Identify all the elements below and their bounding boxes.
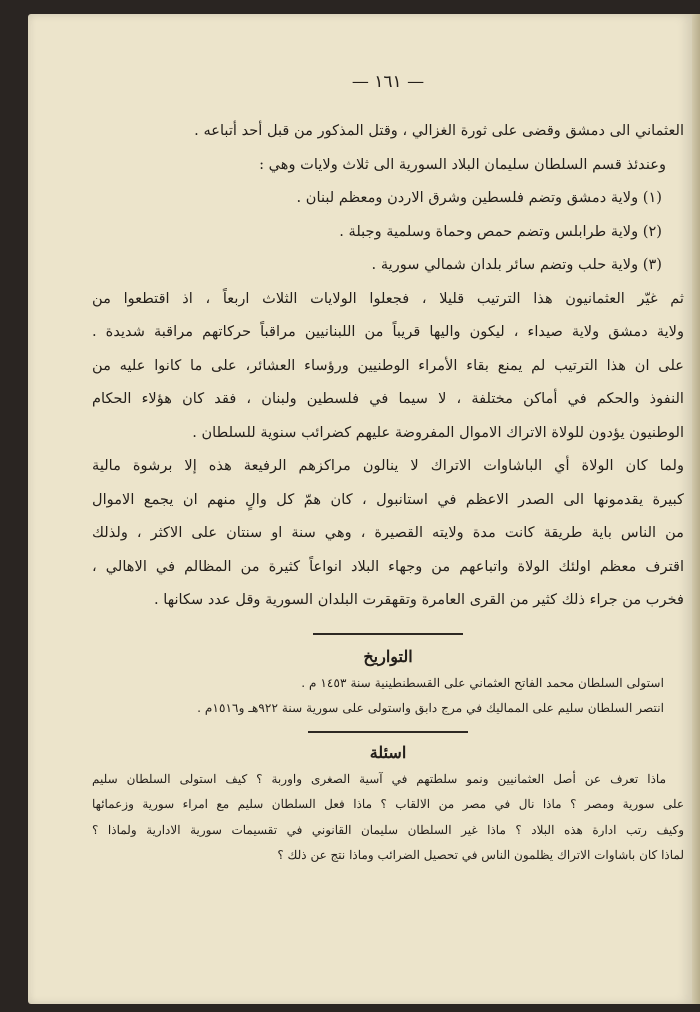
paragraph-line: كبيرة يقدمونها الى الصدر الاعظم في استانبول ، كان همّ كل والٍ منهم ان يجمع الاموال <box>92 490 684 508</box>
list-item: (٣) ولاية حلب وتضم سائر بلدان شمالي سورية . <box>371 256 662 273</box>
paragraph-line: ولاية دمشق ولاية صيداء ، ليكون واليها قريباً من اللبنانيين مراقباً حركاتهم مراقبة شديدة . <box>92 323 684 340</box>
paragraph-line: النفوذ والحكم في أماكن مختلفة ، لا سيما في فلسطين ولبنان ، فقد كان هؤلاء الحكام <box>92 390 684 407</box>
questions-section <box>92 739 684 869</box>
paragraph-line: ثم غيّر العثمانيون هذا الترتيب قليلا ، فجعلوا الولايات الثلاث اربعاً ، اذ اقتطعوا من <box>92 289 684 307</box>
paragraph-line: فخرب من جراء ذلك كثير من القرى العامرة وتقهقرت البلدان السورية وقل عدد سكانها . <box>154 591 684 608</box>
date-line: انتصر السلطان سليم على المماليك في مرج دابق واستولى على سورية سنة ٩٢٢هـ و١٥١٦م . <box>197 700 664 715</box>
question-line: ماذا تعرف عن أصل العثمانيين ونمو سلطتهم في آسية الصغرى واوربة ؟ كيف استولى السلطان سليم <box>92 771 666 786</box>
paragraph-line: اقترف معظم اولئك الولاة واتباعهم من وجهاء البلاد انواعاً كثيرة من المظالم في الاهالي ، <box>92 557 684 575</box>
paragraph-line: وعندئذ قسم السلطان سليمان البلاد السورية الى ثلاث ولايات وهي : <box>259 155 666 173</box>
divider <box>308 731 468 733</box>
date-line: استولى السلطان محمد الفاتح العثماني على القسطنطينية سنة ١٤٥٣ م . <box>301 675 664 690</box>
questions-heading: اسئلة <box>369 742 407 762</box>
page-number: — ١٦١ — <box>351 72 425 92</box>
paragraph-line: ولما كان الولاة أي الباشاوات الاتراك لا ينالون مراكزهم الرفيعة هذه إلا برشوة مالية <box>92 457 684 474</box>
dates-heading: التواريخ <box>363 646 413 666</box>
paragraph-line: على ان هذا الترتيب لم يمنع بقاء الأمراء الوطنيين ورؤساء العشائر، على ما كانوا عليه من <box>92 356 684 374</box>
question-line: وكيف رتب ادارة هذه البلاد ؟ ماذا غير السلطان سليمان القانوني في تقسيمات سورية الادارية ولماذا ؟ <box>92 822 684 837</box>
divider <box>313 633 463 635</box>
list-item: (١) ولاية دمشق وتضم فلسطين وشرق الاردن ومعظم لبنان . <box>296 189 662 206</box>
paragraph-line: الوطنيون يؤدون للولاة الاتراك الاموال المفروضة عليهم كضرائب سنوية للسلطان . <box>192 423 684 441</box>
paragraph-line: العثماني الى دمشق وقضى على ثورة الغزالي ، وقتل المذكور من قبل أحد أتباعه . <box>194 122 684 139</box>
body-text <box>92 114 684 617</box>
book-page <box>28 14 692 1004</box>
list-item: (٢) ولاية طرابلس وتضم حمص وحماة وسلمية وجبلة . <box>339 222 662 240</box>
dates-section <box>92 643 684 721</box>
question-line: على سورية ومصر ؟ ماذا نال في مصر من الالقاب ؟ ماذا فعل السلطان سليم مع امراء سورية وزعمائها <box>92 797 684 811</box>
question-line: لماذا كان باشاوات الاتراك يظلمون الناس في تحصيل الضرائب وماذا نتج عن ذلك ؟ <box>277 848 684 862</box>
paragraph-line: من الناس باية طريقة كانت مدة ولايته القصيرة ، وهي سنة او سنتان على الاكثر ، ولذلك <box>92 524 684 541</box>
page-content <box>92 72 684 869</box>
